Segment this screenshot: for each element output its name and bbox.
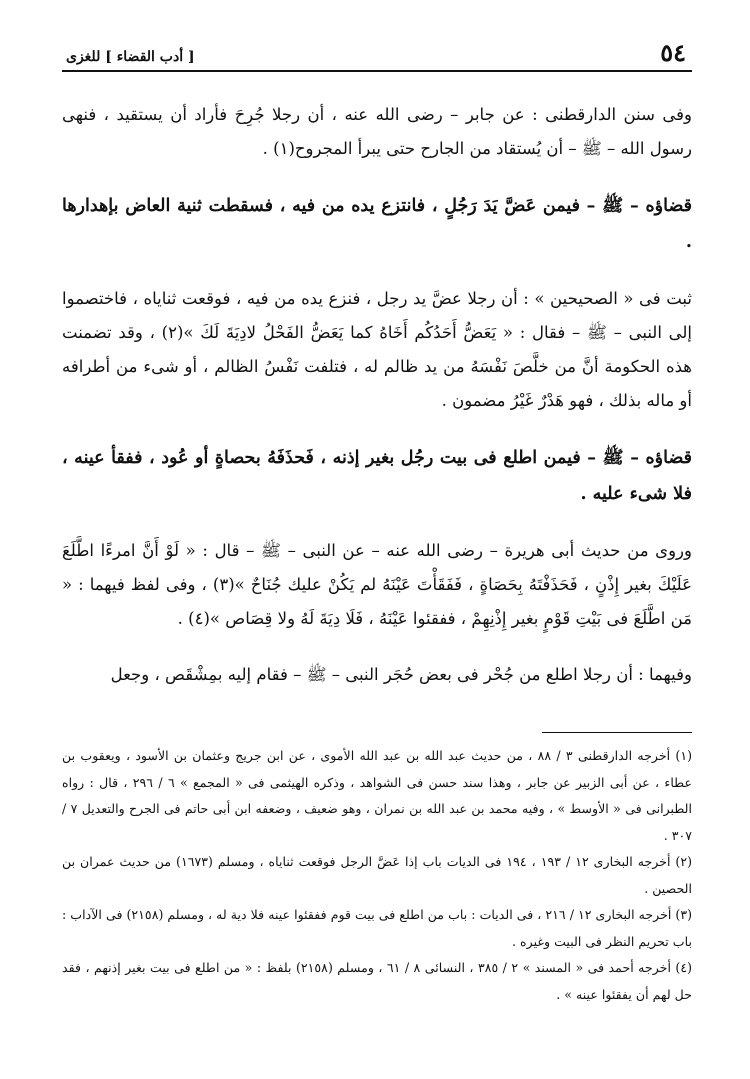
footnote-4: (٤) أخرجه أحمد فى « المسند » ٢ / ٣٨٥ ، النسائى ٨ / ٦١ ، ومسلم (٢١٥٨) بلفظ : « من اطلع فى بيت بغير إذنهم ، فقد حل لهم أن يفقئوا عينه » . (62, 960, 692, 1002)
paragraph-abu-hurayra: وروى من حديث أبى هريرة – رضى الله عنه – عن النبى – ﷺ – قال : « لَوْ أَنَّ امرءًا اطَّلَعَ عَلَيْكَ بغير إِذْنٍ ، فَحَذَفْتَهُ بِحَصَاةٍ ، فَفَقَأْتَ عَيْنَهُ لم يَكُنْ عليك جُنَاحٌ »(٣) ، وفى لفظ فيهما : « مَن اطَّلَعَ فى بَيْتِ قَوْمٍ بغير إِذْنِهِمْ ، ففقئوا عَيْنَهُ ، فَلَا دِيَةَ لَهُ ولا قِصَاص »(٤) . (62, 541, 692, 628)
footnote-3: (٣) أخرجه البخارى ١٢ / ٢١٦ ، فى الديات : باب من اطلع فى بيت قوم ففقئوا عينه فلا دية له ، ومسلم (٢١٥٨) فى الآداب : باب تحريم النظر فى البيت وغيره . (62, 907, 693, 949)
running-title: [ أدب القضاء ] للغزى (66, 49, 195, 65)
main-text (62, 98, 692, 692)
footnotes (62, 743, 692, 1008)
footnote-2: (٢) أخرجه البخارى ١٢ / ١٩٣ ، ١٩٤ فى الديات باب إذا عَضَّ الرجل فوقعت ثناياه ، ومسلم (١٦٧٣) من حديث عمران بن الحصين . (62, 854, 693, 896)
ruling-heading-peeping: قضاؤه – ﷺ – فيمن اطلع فى بيت رجُل بغير إذنه ، فَحذَفَهُ بحصاةٍ أو عُود ، ففقأ عينه ، فلا شىء عليه . (62, 448, 692, 504)
footnote-separator (542, 732, 692, 733)
footnote-1: (١) أخرجه الدارقطنى ٣ / ٨٨ ، من حديث عبد الله بن عبد الله الأموى ، عن ابن جريج وعثمان بن الأسود ، ويعقوب بن عطاء ، عن أبى الزبير عن جابر ، وهذا سند حسن فى الشواهد ، وذكره الهيثمى فى « المجمع » ٦ / ٢٩٦ ، قال : رواه الطبرانى فى « الأوسط » ، وفيه محمد بن عبد الله بن نمران ، وهو ضعيف ، وضعفه ابن أبى حاتم فى الجرح والتعديل ٧ / ٣٠٧ . (62, 748, 692, 843)
ruling-heading-bite: قضاؤه – ﷺ – فيمن عَضَّ يَدَ رَجُلٍ ، فانتزع يده من فيه ، فسقطت ثنية العاض بإهدارها . (62, 196, 692, 252)
paragraph-sahihayn-bite: ثبت فى « الصحيحين » : أن رجلا عضَّ يد رجل ، فنزع يده من فيه ، فوقعت ثناياه ، فاختصموا إلى النبى – ﷺ – فقال : « يَعَضُّ أَحَدُكُم أَخَاهُ كما يَعَضُّ الفَحْلُ لادِيَةَ لَكَ »(٢) ، وقد تضمنت هذه الحكومة أنَّ من خلَّصَ نَفْسَهُ من يد ظالم له ، فتلفت نَفْسُ الظالم ، أو شىء من أطرافه أو ماله بذلك ، فهو هَدْرٌ غَيْرُ مضمون . (62, 289, 692, 410)
paragraph-daraqutni: وفى سنن الدارقطنى : عن جابر – رضى الله عنه ، أن رجلا جُرِحَ فأراد أن يستقيد ، فنهى رسول الله – ﷺ – أن يُستقاد من الجارح حتى يبرأ المجروح(١) . (62, 105, 692, 158)
page-header (62, 38, 692, 72)
page-number: ٥٤ (660, 38, 686, 67)
paragraph-mishqas: وفيهما : أن رجلا اطلع من جُحْر فى بعض حُجَر النبى – ﷺ – فقام إليه بمِشْقَص ، وجعل (110, 665, 692, 684)
